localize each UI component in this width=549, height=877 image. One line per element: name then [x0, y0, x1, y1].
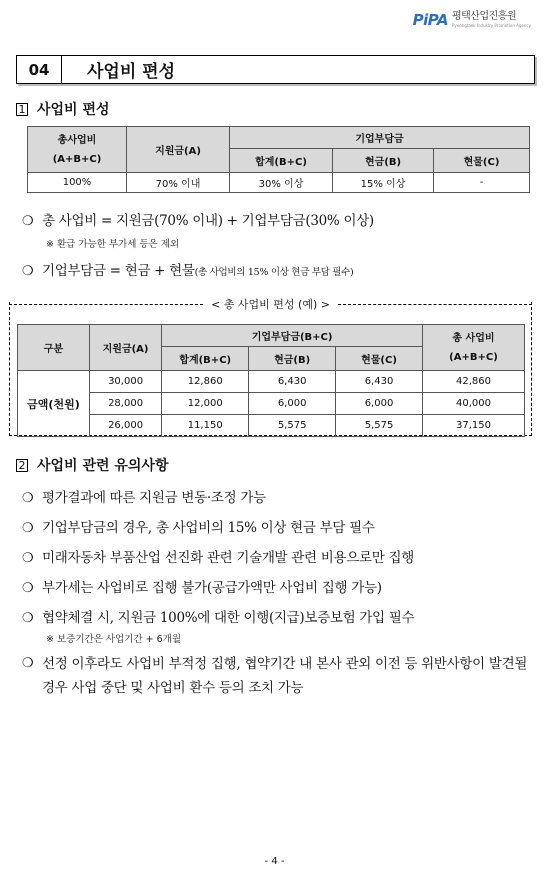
footnote: ※ 환급 가능한 부가세 등은 제외 — [46, 239, 180, 250]
table-header: 합계(B+C) — [230, 149, 333, 173]
logo-subtitle: Pyeongtaek Industry Promotion Agency — [451, 23, 531, 28]
table-cell: 6,000 — [249, 393, 336, 415]
bullet-small-text: (총 사업비의 15% 이상 현금 부담 필수) — [194, 267, 354, 278]
circle-bullet-icon: ❍ — [22, 611, 34, 626]
budget-ratio-table — [27, 126, 530, 193]
logo-mark: PiPA — [412, 11, 448, 29]
logo-name: 평택산업진흥원 — [451, 11, 517, 22]
bullet-text: 협약체결 시, 지원금 100%에 대한 이행(지급)보증보험 가입 필수 — [42, 610, 415, 626]
table-header: 현금(B) — [249, 347, 336, 371]
bullet-text: 미래자동차 부품산업 선진화 관련 기술개발 관련 비용으로만 집행 — [42, 550, 414, 566]
circle-bullet-icon: ❍ — [22, 581, 34, 596]
bullet-item — [22, 209, 374, 229]
bullet-item — [22, 652, 542, 700]
table-cell: - — [434, 173, 530, 193]
table-header: 기업부담금(B+C) — [162, 325, 423, 347]
subheading-title: 사업비 관련 유의사항 — [37, 458, 169, 474]
bullet-item — [22, 516, 375, 536]
page-number: - 4 - — [264, 856, 285, 867]
table-header: 총사업비 (A+B+C) — [28, 127, 127, 173]
table-cell: 6,430 — [249, 371, 336, 393]
bullet-text: 기업부담금의 경우, 총 사업비의 15% 이상 현금 부담 필수 — [42, 520, 375, 536]
table-row — [28, 173, 530, 193]
table-cell: 5,575 — [336, 415, 423, 437]
table-header: 현물(C) — [434, 149, 530, 173]
table-cell: 28,000 — [89, 393, 161, 415]
table-cell: 5,575 — [249, 415, 336, 437]
table-cell: 15% 이상 — [333, 173, 434, 193]
table-header: 현금(B) — [333, 149, 434, 173]
table-header: 현물(C) — [336, 347, 423, 371]
table-cell: 30% 이상 — [230, 173, 333, 193]
row-label: 금액(천원) — [18, 371, 90, 437]
table-cell: 11,150 — [162, 415, 249, 437]
table-cell: 12,000 — [162, 393, 249, 415]
table-header: 구분 — [18, 325, 90, 371]
table-header: 총 사업비 (A+B+C) — [422, 325, 524, 371]
table-cell: 26,000 — [89, 415, 161, 437]
footnote: ※ 보증기간은 사업기간 + 6개월 — [46, 634, 181, 645]
bullet-item — [22, 486, 266, 506]
table-cell: 100% — [28, 173, 127, 193]
table-cell: 70% 이내 — [127, 173, 230, 193]
bullet-text: 선정 이후라도 사업비 부적정 집행, 협약기간 내 본사 관외 이전 등 위반사항이 발견될 경우 사업 중단 및 사업비 환수 등의 조치 가능 — [42, 656, 528, 696]
table-cell: 12,860 — [162, 371, 249, 393]
example-title: < 총 사업비 편성 (예) > — [211, 298, 330, 311]
table-header: 기업부담금 — [230, 127, 530, 149]
table-header: 지원금(A) — [89, 325, 161, 371]
table-cell: 6,000 — [336, 393, 423, 415]
circle-bullet-icon: ❍ — [22, 656, 34, 671]
circle-bullet-icon: ❍ — [22, 264, 34, 279]
circle-bullet-icon: ❍ — [22, 214, 34, 229]
bullet-item — [22, 576, 382, 596]
bullet-item — [22, 606, 414, 626]
budget-example-table — [17, 324, 525, 437]
table-cell: 42,860 — [422, 371, 524, 393]
bullet-item — [22, 546, 414, 566]
table-header: 합계(B+C) — [162, 347, 249, 371]
table-header: 지원금(A) — [127, 127, 230, 173]
table-cell: 40,000 — [422, 393, 524, 415]
boxed-number: 1 — [16, 103, 28, 116]
table-row — [18, 393, 525, 415]
bullet-text: 기업부담금 = 현금 + 현물 — [42, 263, 195, 279]
table-cell: 30,000 — [89, 371, 161, 393]
section-header — [16, 55, 535, 84]
bullet-text: 평가결과에 따른 지원금 변동·조정 가능 — [42, 490, 266, 506]
table-cell: 6,430 — [336, 371, 423, 393]
table-row — [18, 371, 525, 393]
subheading-1 — [16, 99, 110, 119]
bullet-text: 부가세는 사업비로 집행 불가(공급가액만 사업비 집행 가능) — [42, 580, 382, 596]
section-title: 사업비 편성 — [87, 62, 176, 82]
subheading-title: 사업비 편성 — [37, 102, 110, 118]
circle-bullet-icon: ❍ — [22, 551, 34, 566]
logo — [413, 11, 531, 29]
table-row — [18, 415, 525, 437]
table-cell: 37,150 — [422, 415, 524, 437]
circle-bullet-icon: ❍ — [22, 521, 34, 536]
subheading-2 — [16, 455, 168, 475]
bullet-item — [22, 259, 353, 279]
bullet-text: 총 사업비 = 지원금(70% 이내) + 기업부담금(30% 이상) — [42, 213, 374, 229]
section-number: 04 — [17, 56, 62, 83]
circle-bullet-icon: ❍ — [22, 491, 34, 506]
boxed-number: 2 — [16, 459, 28, 472]
